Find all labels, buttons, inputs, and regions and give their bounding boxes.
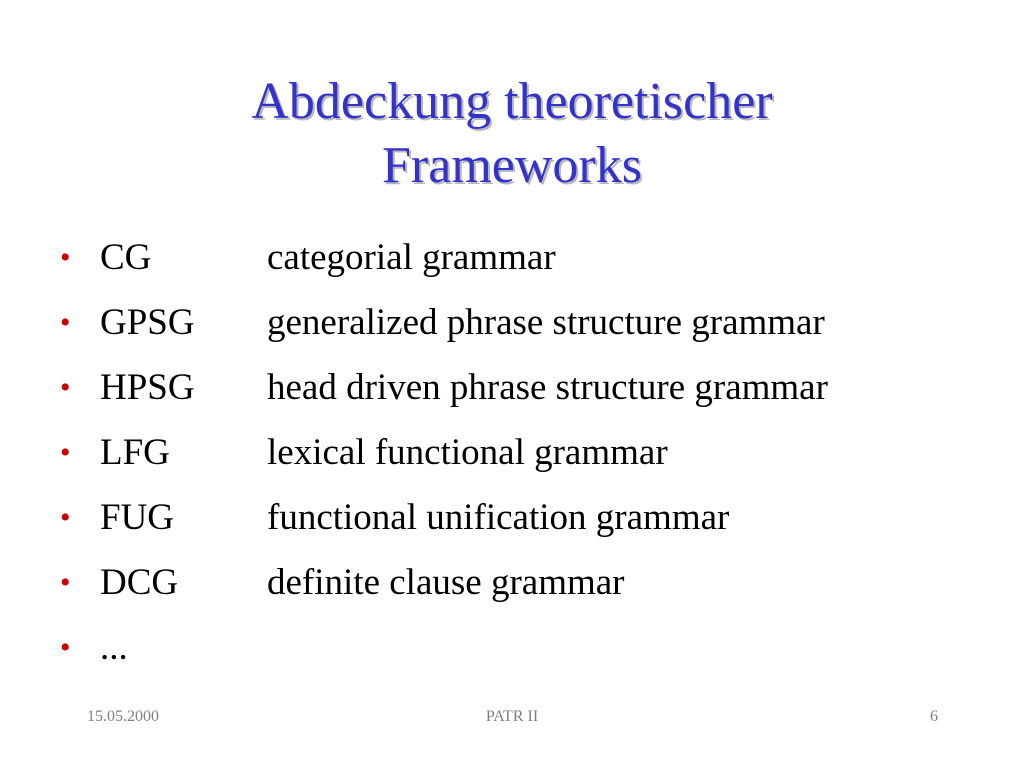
item-description: generalized phrase structure grammar <box>267 302 825 343</box>
page-number: 6 <box>930 708 938 725</box>
item-abbreviation: HPSG <box>100 367 195 408</box>
slide-title <box>0 70 1024 198</box>
item-description: categorial grammar <box>267 237 556 278</box>
item-abbreviation: LFG <box>100 432 170 473</box>
footer-date: 15.05.2000 <box>87 708 159 725</box>
bullet-icon: • <box>60 436 71 469</box>
item-abbreviation: CG <box>100 237 152 278</box>
item-description: functional unification grammar <box>267 497 730 538</box>
item-description: lexical functional grammar <box>267 432 668 473</box>
item-abbreviation: FUG <box>100 497 175 538</box>
bullet-icon: • <box>60 306 71 339</box>
item-description: definite clause grammar <box>267 562 625 603</box>
bullet-icon: • <box>60 631 71 664</box>
bullet-icon: • <box>60 501 71 534</box>
bullet-icon: • <box>60 566 71 599</box>
item-abbreviation: ... <box>100 627 128 668</box>
bullet-icon: • <box>60 371 71 404</box>
title-line-1: Abdeckung theoretischer <box>251 73 773 130</box>
bullet-icon: • <box>60 241 71 274</box>
item-description: head driven phrase structure grammar <box>267 367 828 408</box>
footer-title: PATR II <box>485 708 539 725</box>
item-abbreviation: GPSG <box>100 302 195 343</box>
item-abbreviation: DCG <box>100 562 179 603</box>
title-line-2: Frameworks <box>382 137 642 194</box>
